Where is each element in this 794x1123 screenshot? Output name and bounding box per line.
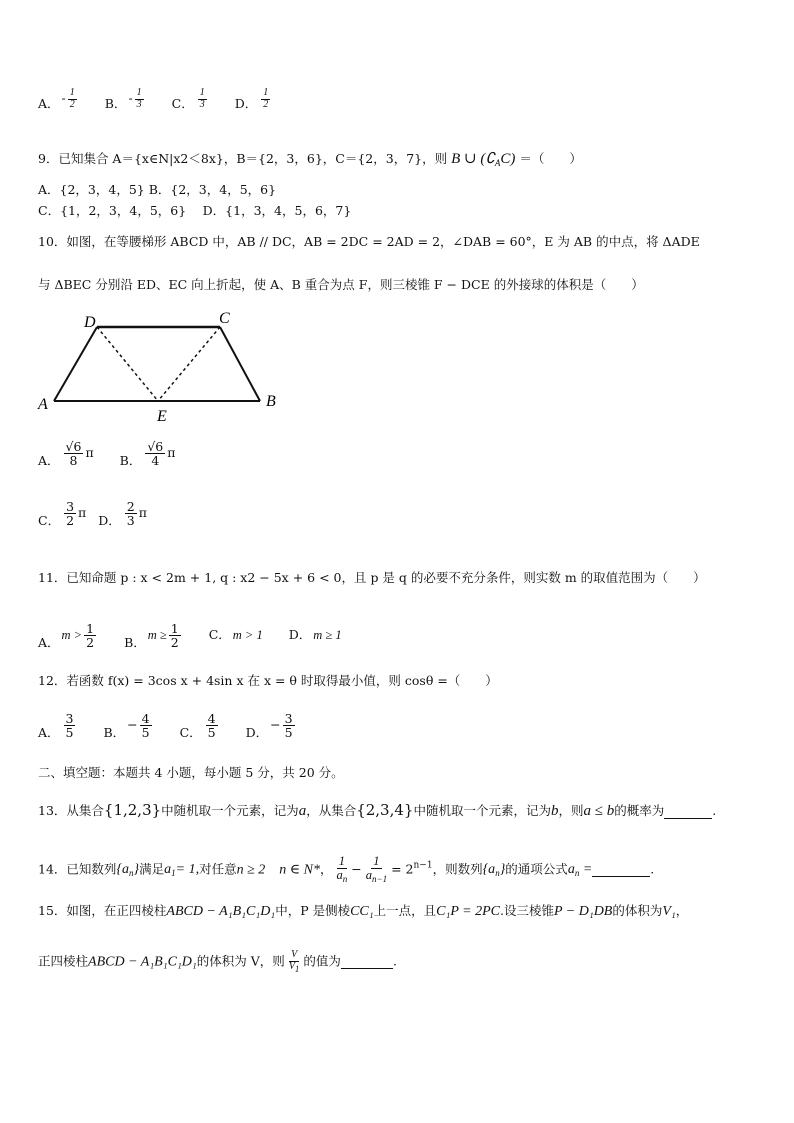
q11-option-c[interactable]: C． m > 1 <box>208 627 263 643</box>
section-2-heading: 二、填空题：本题共 4 小题，每小题 5 分，共 20 分。 <box>38 765 344 780</box>
q12-stem: 12．若函数 f(x) = 3cos x + 4sin x 在 x = θ 时取得最小值，则 cosθ =（ ） <box>38 673 498 688</box>
q11-option-a[interactable]: A． m > $\frac{1}{2}$ <box>38 621 95 651</box>
q12-option-c[interactable]: C． $\frac{4}{5}$ <box>179 711 216 741</box>
q10-trapezoid-figure <box>30 305 290 425</box>
vertex-a-label: A <box>38 396 48 413</box>
vertex-d-label: D <box>84 314 96 331</box>
q9-options-row1[interactable]: A．{2，3，4，5} B．{2，3，4，5，6} <box>38 182 277 197</box>
q12-option-a[interactable]: A． $\frac{3}{5}$ <box>38 711 74 741</box>
q9-options-row2[interactable]: C．{1，2，3，4，5，6} D．{1，3，4，5，6，7} <box>38 203 352 218</box>
q12-option-d[interactable]: D．− $\frac{3}{5}$ <box>245 711 293 741</box>
q10-stem-line1: 10．如图，在等腰梯形 ABCD 中，AB // DC，AB = 2DC = 2AD = 2，∠DAB = 60°，E 为 AB 的中点，将 ΔADE <box>38 234 700 249</box>
q12-options <box>38 712 319 739</box>
q13-answer-blank[interactable] <box>664 805 712 819</box>
vertex-c-label: C <box>219 310 230 327</box>
q11-stem: 11．已知命题 p : x < 2m + 1, q : x2 − 5x + 6 < 0，且 p 是 q 的必要不充分条件，则实数 m 的取值范围为（ ） <box>38 570 706 585</box>
q10-option-d[interactable]: D． $\frac{2}{3}$ π <box>98 499 147 529</box>
q8-option-d[interactable]: D． $\frac{1}{2}$ <box>234 87 269 111</box>
q9-expression: B ∪ $(∁_AC)$ <box>451 151 516 168</box>
q10-options-row2 <box>38 500 169 527</box>
q8-option-b[interactable]: B． - $\frac{1}{3}$ <box>104 87 142 111</box>
q15-answer-blank[interactable] <box>341 955 393 969</box>
q10-options-row1 <box>38 440 197 467</box>
q11-option-d[interactable]: D． m ≥ 1 <box>288 627 342 643</box>
q11-option-b[interactable]: B． m ≥ $\frac{1}{2}$ <box>124 621 179 651</box>
q8-option-c[interactable]: C． $\frac{1}{3}$ <box>171 87 205 111</box>
vertex-e-label: E <box>157 408 167 425</box>
q14-answer-blank[interactable] <box>592 863 650 877</box>
q14-stem: 14．已知数列$\{a_n\}$满足$a_1= 1$,对任意n ≥ 2 n ∈ N*， $\frac{1}{a_n}$ − $\frac{1}{a_{n-1}}$ = $2^{n-1}$，则数列$\{a_n\}$的通项公式$a_n$ = . <box>38 854 655 885</box>
q10-stem-line2: 与 ΔBEC 分别沿 ED、EC 向上折起，使 A、B 重合为点 F，则三棱锥 F − DCE 的外接球的体积是（ ） <box>38 277 644 292</box>
q11-options <box>38 622 364 649</box>
vertex-b-label: B <box>266 393 276 410</box>
q10-option-c[interactable]: C． $\frac{3}{2}$ π <box>38 499 87 529</box>
q8-option-a[interactable]: A． - $\frac{1}{2}$ <box>38 87 75 111</box>
q15-stem-line1: 15．如图，在正四棱柱ABCD − A₁B₁C₁D₁中，P 是侧棱CC₁上一点，且C₁P = 2PC.设三棱锥P − D₁DB的体积为V₁， <box>38 903 689 919</box>
q10-option-b[interactable]: B． $\frac{√6}{4}$ π <box>119 439 176 469</box>
q10-option-a[interactable]: A． $\frac{√6}{8}$ π <box>38 439 94 469</box>
q15-stem-line2: 正四棱柱ABCD − A₁B₁C₁D₁的体积为 V，则 $\frac{V}{V1}$ 的值为 . <box>38 949 397 974</box>
q8-options <box>38 88 294 110</box>
q9-stem: 9．已知集合 A＝{x∈N|x2＜8x}，B＝{2，3，6}，C＝{2，3，7}，则 B ∪ $(∁_AC)$ ＝（ ） <box>38 151 582 168</box>
q13-stem: 13．从集合{1,2,3}中随机取一个元素，记为a，从集合{2,3,4}中随机取一个元素，记为b，则a ≤ b的概率为 . <box>38 801 717 819</box>
q12-option-b[interactable]: B．− $\frac{4}{5}$ <box>103 711 150 741</box>
